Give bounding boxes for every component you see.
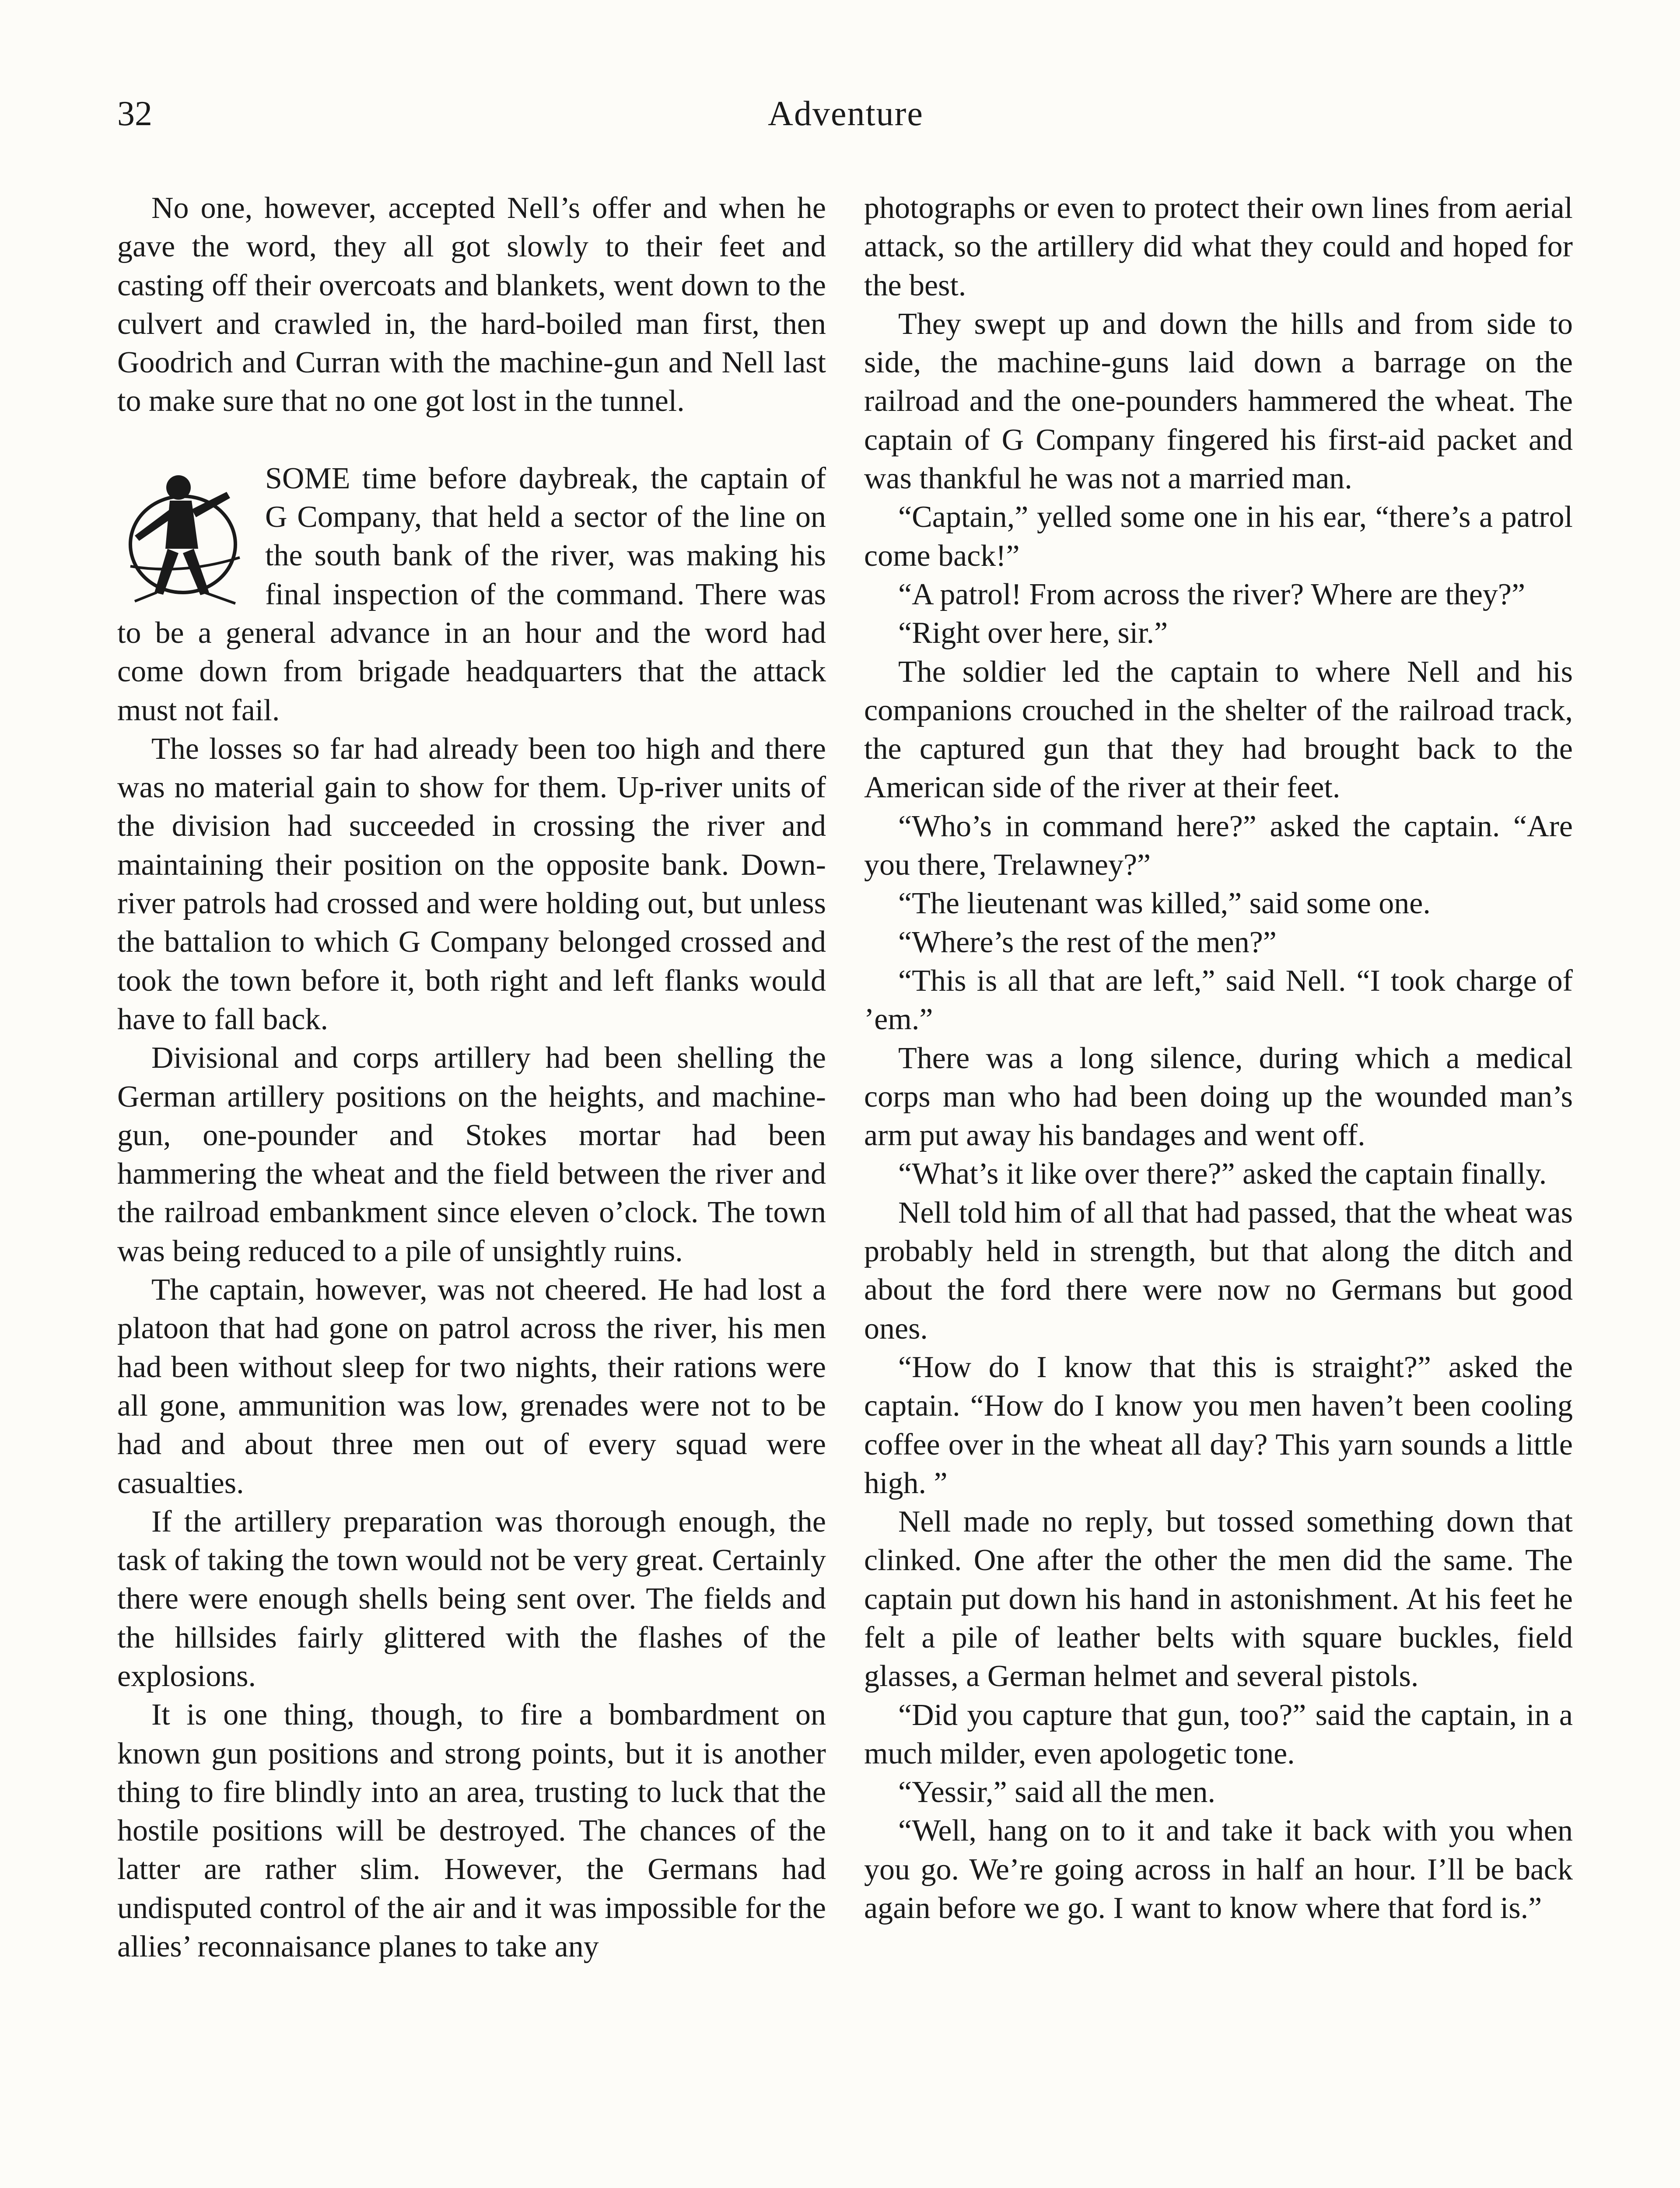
paragraph: “This is all that are left,” said Nell. “I took charge of ’em.”	[864, 964, 1573, 1037]
right-column	[864, 189, 1573, 1928]
paragraph: No one, however, accepted Nell’s offer and when he gave the word, they all got slowly to their feet and casting off their overcoats and blankets, went down to the culvert and crawled in, the hard-boiled man first, then Goodrich and Curran with the machine-gun and Nell last to make sure that no one got lost in the tunnel.	[117, 191, 826, 418]
soldier-illustration-icon	[117, 461, 253, 610]
page-number: 32	[117, 95, 152, 133]
left-column	[117, 189, 826, 1966]
paragraph: Nell made no reply, but tossed something down that clinked. One after the other the men did the same. The captain put down his hand in astonishment. At his feet he felt a pile of leather belts with square buckles, field glasses, a German helmet and several pistols.	[864, 1505, 1573, 1694]
paragraph: If the artillery preparation was thorough enough, the task of taking the town would not be very great. Certainly there were enough shells being sent over. The fields and the hillsides fairly glittered with the flashes of the explosions.	[117, 1504, 826, 1693]
paragraph: SOME time before daybreak, the captain of G Company, that held a sector of the line on the south bank of the river, was making his final inspection of the command. There was to be a general advance in an hour and the word had come down from brigade headquarters that the attack must not fail.	[117, 461, 826, 727]
paragraph: It is one thing, though, to fire a bombardment on known gun positions and strong points, but it is another thing to fire blindly into an area, trusting to luck that the hostile positions will be destroyed. The chances of the latter are rather slim. However, the Germans had undisputed control of the air and it was impossible for the allies’ reconnaisance planes to take any	[117, 1698, 826, 1964]
paragraph: “How do I know that this is straight?” asked the captain. “How do I know you men haven’t been cooling coffee over in the wheat all day? This yarn sounds a little high. ”	[864, 1350, 1573, 1500]
paragraph: “Yessir,” said all the men.	[898, 1775, 1215, 1809]
section-break	[117, 421, 826, 459]
paragraph: The losses so far had already been too high and there was no material gain to show for them. Up-river units of the division had succeeded in crossing the river and maintaining their position on the opposite bank. Down-river patrols had crossed and were holding out, but unless the battalion to which G Company belonged crossed and took the town before it, both right and left flanks would have to fall back.	[117, 732, 826, 1036]
paragraph: “Well, hang on to it and take it back with you when you go. We’re going across in half an hour. I’ll be back again before we go. I want to know where that ford is.”	[864, 1814, 1573, 1925]
paragraph: “The lieutenant was killed,” said some one.	[898, 887, 1431, 921]
paragraph: “Right over here, sir.”	[898, 616, 1168, 650]
paragraph: There was a long silence, during which a medical corps man who had been doing up the wounded man’s arm put away his bandages and went off.	[864, 1041, 1573, 1153]
paragraph: Divisional and corps artillery had been shelling the German artillery positions on the heights, and machine-gun, one-pounder and Stokes mortar had been hammering the wheat and the field between the river and the railroad embankment since eleven o’clock. The town was being reduced to a pile of unsightly ruins.	[117, 1041, 826, 1268]
page-header	[117, 90, 1574, 138]
paragraph: “Who’s in command here?” asked the captain. “Are you there, Trelawney?”	[864, 809, 1573, 882]
paragraph: “Did you capture that gun, too?” said the captain, in a much milder, even apologetic tone.	[864, 1698, 1573, 1771]
paragraph: photographs or even to protect their own lines from aerial attack, so the artillery did what they could and hoped for the best.	[864, 191, 1573, 302]
paragraph: “Captain,” yelled some one in his ear, “there’s a patrol come back!”	[864, 500, 1573, 573]
paragraph: Nell told him of all that had passed, that the wheat was probably held in strength, but that along the ditch and about the ford there were now no Germans but good ones.	[864, 1196, 1573, 1346]
paragraph: “A patrol! From across the river? Where are they?”	[898, 577, 1526, 611]
paragraph: The captain, however, was not cheered. He had lost a platoon that had gone on patrol across the river, his men had been without sleep for two nights, their rations were all gone, ammunition was low, grenades were not to be had and about three men out of every squad were casualties.	[117, 1273, 826, 1500]
paragraph: The soldier led the captain to where Nell and his companions crouched in the shelter of the railroad track, the captured gun that they had brought back to the American side of the river at their feet.	[864, 655, 1573, 805]
running-title: Adventure	[768, 95, 924, 133]
paragraph: They swept up and down the hills and from side to side, the machine-guns laid down a barrage on the railroad and the one-pounders hammered the wheat. The captain of G Company fingered his first-aid packet and was thankful he was not a married man.	[864, 307, 1573, 496]
paragraph: “What’s it like over there?” asked the captain finally.	[898, 1157, 1547, 1191]
paragraph: “Where’s the rest of the men?”	[898, 925, 1277, 959]
